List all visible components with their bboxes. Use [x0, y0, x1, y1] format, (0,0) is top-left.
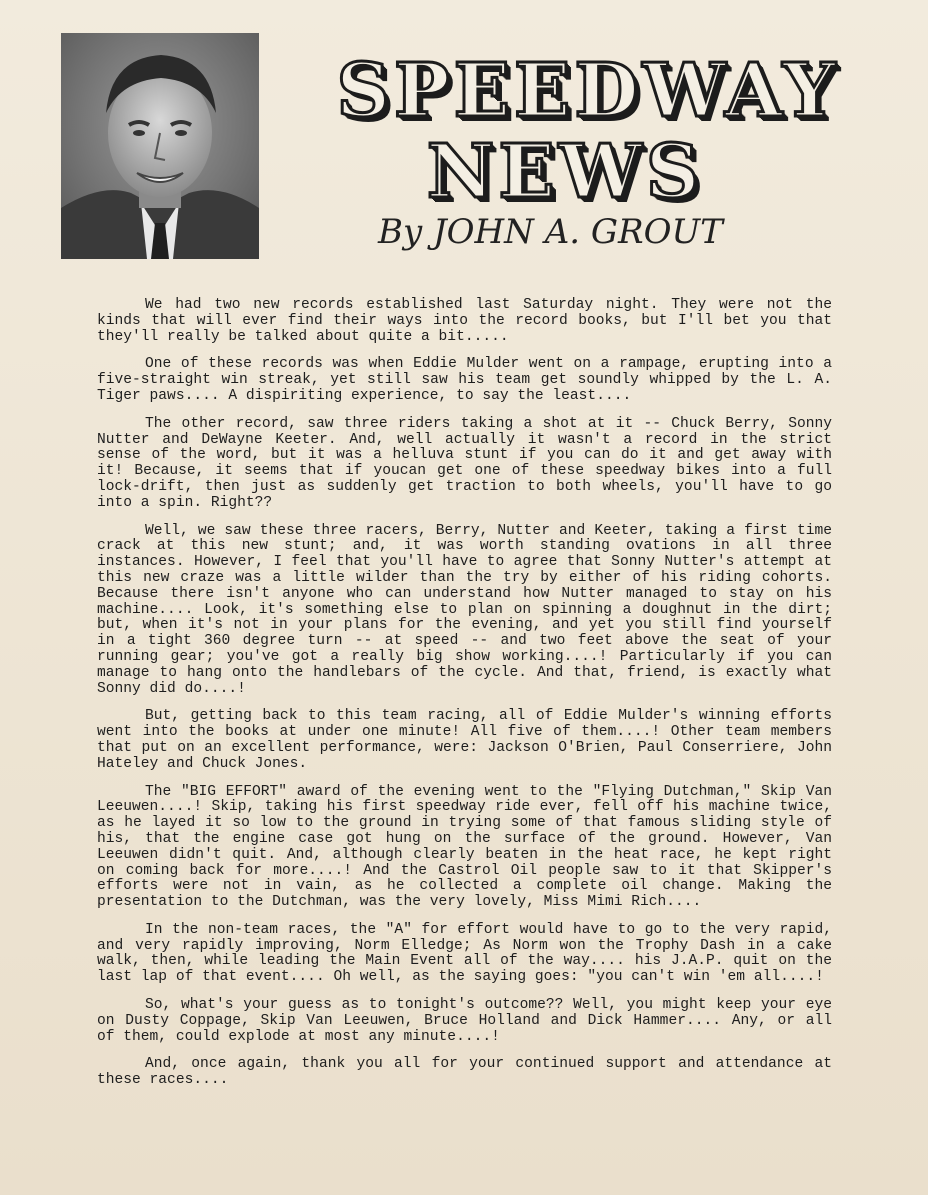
article-body: [97, 298, 832, 1101]
paragraph: One of these records was when Eddie Mulder went on a rampage, erupting into a five-straight win streak, yet still saw his team get soundly whipped by the L. A. Tiger paws.... A dispiriting experience, to say the least....: [97, 356, 832, 404]
paragraph: The other record, saw three riders taking a shot at it -- Chuck Berry, Sonny Nutter and DeWayne Keeter. And, well actually it wasn't a record in the strict sense of the word, but it was a helluva stunt if you can do it and get away with it! Because, it seems that if youcan get one of these speedway bikes into a full lock-drift, then just as suddenly get traction to both wheels, you'll have to go into a spin. Right??: [97, 415, 832, 511]
author-photo: [61, 33, 259, 259]
paragraph: We had two new records established last Saturday night. They were not the kinds that will ever find their ways into the record books, but I'll bet you that they'll really be talked about quite a bit.....: [97, 297, 832, 345]
paragraph: So, what's your guess as to tonight's outcome?? Well, you might keep your eye on Dusty Coppage, Skip Van Leeuwen, Bruce Holland and Dick Hammer.... Any, or all of them, could explode at most any minute....!: [97, 997, 832, 1045]
portrait-image: [61, 33, 259, 259]
paragraph: Well, we saw these three racers, Berry, Nutter and Keeter, taking a first time crack at this new stunt; and, it was worth standing ovations in all three instances. However, I feel that you'll have to agree that Sonny Nutter's attempt at this new craze was a little wilder than the try by either of his riding cohorts. Because there isn't anyone who can understand how Nutter managed to stay on his machine.... Look, it's something else to plan on spinning a doughnut in the dirt; but, when it's not in your plans for the evening, and yet you still find yourself in a tight 360 degree turn -- at speed -- and two feet above the seat of your running gear; you've got a really big show working....! Particularly if you can manage to hang onto the handlebars of the cycle. And that, friend, is exactly what Sonny did do....!: [97, 522, 832, 697]
paragraph: And, once again, thank you all for your continued support and attendance at these races....: [97, 1056, 832, 1089]
title-news: NEWS: [426, 129, 704, 215]
title-speedway: SPEEDWAY: [336, 48, 840, 134]
paragraph: The "BIG EFFORT" award of the evening went to the "Flying Dutchman," Skip Van Leeuwen....! Skip, taking his first speedway ride ever, fell off his machine twice, as he layed it so low to the ground in trying some of that famous sliding style of his, that the engine case got hung on the surface of the ground. However, Van Leeuwen didn't quit. And, although clearly beaten in the heat race, he kept right on coming back for more....! And the Castrol Oil people saw to it that Skipper's efforts were not in vain, as he collected a complete oil change. Making the presentation to the Dutchman, was the very lovely, Miss Mimi Rich....: [97, 783, 832, 911]
paragraph: But, getting back to this team racing, all of Eddie Mulder's winning efforts went into the books at under one minute! All five of them....! Other team members that put on an excellent performance, were: Jackson O'Brien, Paul Conserriere, John Hateley and Chuck Jones.: [97, 708, 832, 772]
paragraph: In the non-team races, the "A" for effort would have to go to the very rapid, and very rapidly improving, Norm Elledge; As Norm won the Trophy Dash in a cake walk, then, while leading the Main Event all of the way.... his J.A.P. quit on the last lap of that event.... Oh well, as the saying goes: "you can't win 'em all....!: [97, 921, 832, 986]
byline: By JOHN A. GROUT: [378, 212, 723, 252]
